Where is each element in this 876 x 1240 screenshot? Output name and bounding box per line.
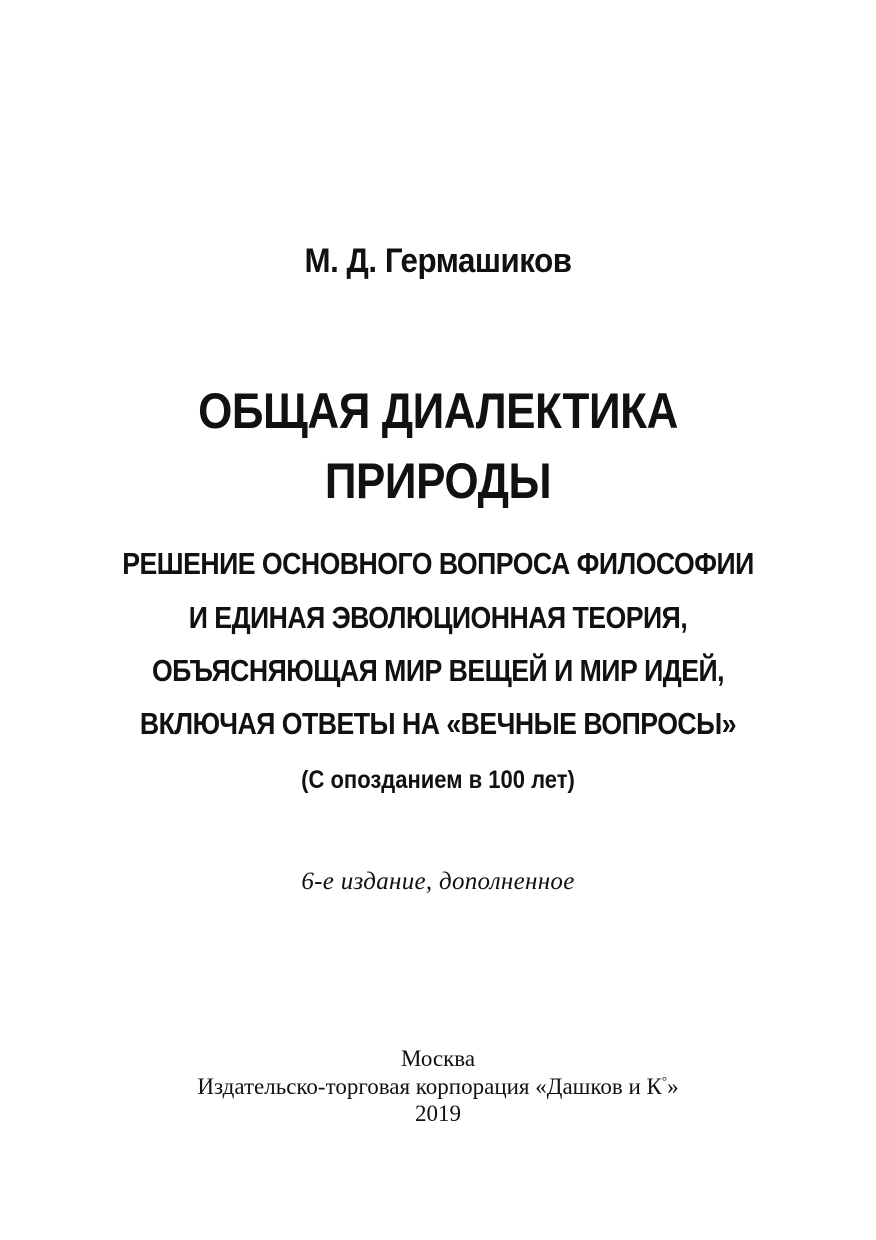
book-title-line-2: ПРИРОДЫ — [324, 453, 552, 509]
book-title-line-1: ОБЩАЯ ДИАЛЕКТИКА — [198, 383, 678, 439]
publisher-name: Издательско-торговая корпорация «Дашков и К — [197, 1074, 662, 1099]
publisher-closing-quote: » — [667, 1074, 679, 1099]
subtitle-line-1: РЕШЕНИЕ ОСНОВНОГО ВОПРОСА ФИЛОСОФИИ — [122, 546, 754, 581]
author-name: М. Д. Гермашиков — [304, 242, 572, 280]
imprint-year: 2019 — [415, 1101, 461, 1126]
edition-note: 6-е издание, дополненное — [301, 868, 575, 895]
imprint-publisher — [0, 1073, 876, 1100]
subtitle-line-4: ВКЛЮЧАЯ ОТВЕТЫ НА «ВЕЧНЫЕ ВОПРОСЫ» — [139, 706, 737, 741]
tagline: (С опозданием в 100 лет) — [301, 766, 575, 794]
subtitle-line-2: И ЕДИНАЯ ЭВОЛЮЦИОННАЯ ТЕОРИЯ, — [188, 600, 688, 635]
subtitle-line-3: ОБЪЯСНЯЮЩАЯ МИР ВЕЩЕЙ И МИР ИДЕЙ, — [151, 653, 725, 688]
imprint-city: Москва — [400, 1046, 476, 1071]
publisher-degree-sign: ° — [661, 1073, 668, 1088]
